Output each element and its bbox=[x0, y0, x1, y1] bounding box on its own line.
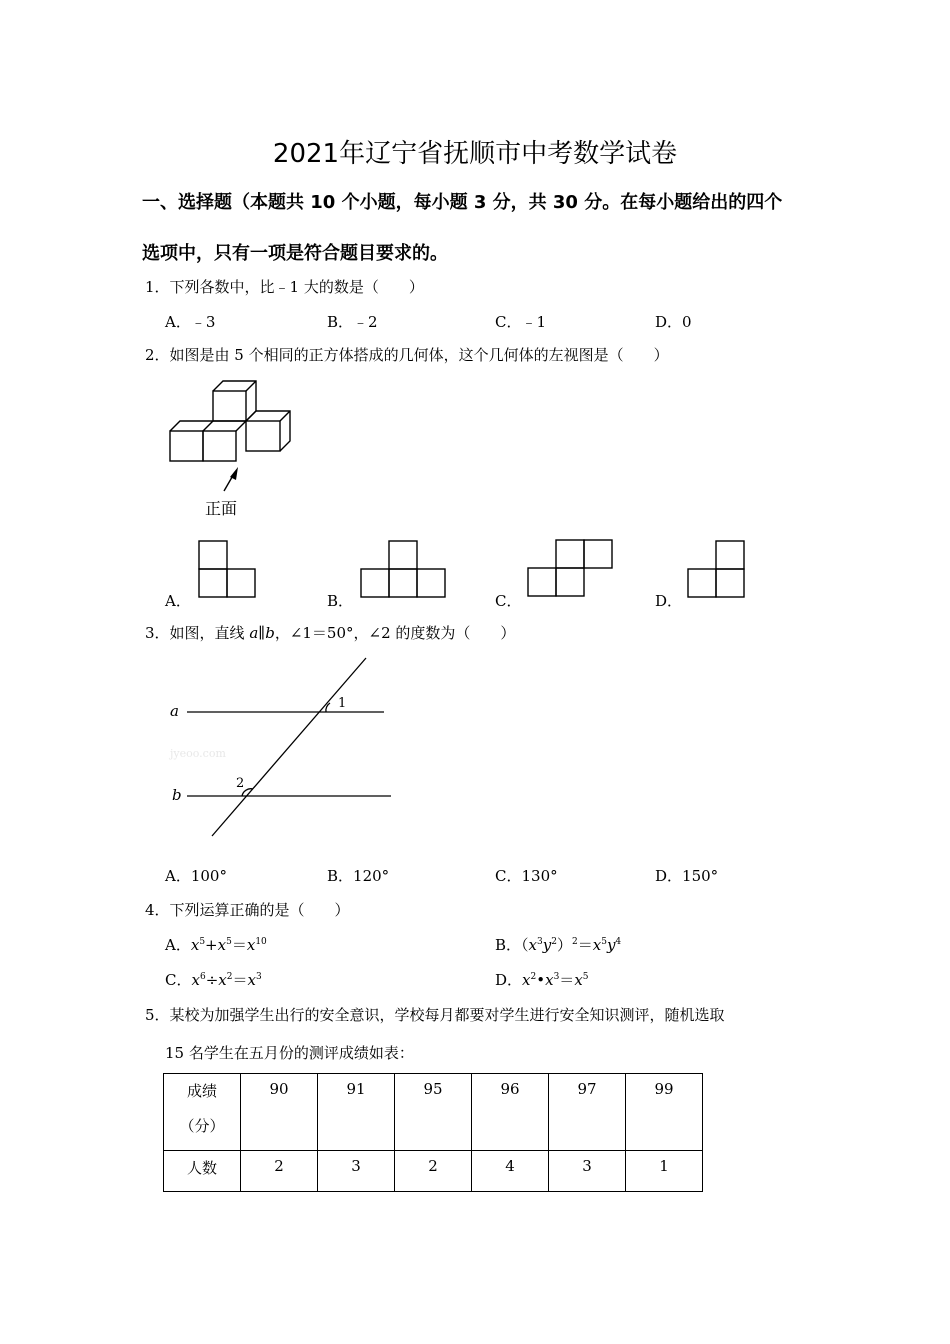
table-cell: 97 bbox=[549, 1074, 626, 1151]
table-row bbox=[164, 1074, 703, 1151]
table-cell: 99 bbox=[626, 1074, 703, 1151]
q5-stem-line2: 15 名学生在五月份的测评成绩如表： bbox=[165, 1044, 414, 1062]
score-table bbox=[163, 1073, 703, 1192]
table-cell: 3 bbox=[549, 1151, 626, 1192]
table-cell: 96 bbox=[472, 1074, 549, 1151]
q3-option-c: C．130° bbox=[495, 867, 558, 885]
q4-stem: 4．下列运算正确的是（ ） bbox=[145, 901, 350, 919]
q3-option-a: A．100° bbox=[165, 867, 227, 885]
table-cell: 2 bbox=[395, 1151, 472, 1192]
q4-option-d: D．$x^2•x^3=x^5$ bbox=[495, 971, 589, 989]
q2-option-c: C． bbox=[495, 592, 522, 610]
q1-stem: 1．下列各数中，比﹣1 大的数是（ ） bbox=[145, 278, 424, 296]
q2-option-a: A． bbox=[165, 592, 191, 610]
q3-option-d: D．150° bbox=[655, 867, 719, 885]
table-cell: 1 bbox=[626, 1151, 703, 1192]
q3-angle1-label: 1 bbox=[338, 696, 347, 711]
q3-line-a-label: a bbox=[170, 702, 179, 720]
q4-option-a: A．$x^5+x^5=x^{10}$ bbox=[165, 936, 267, 954]
page-title: 2021年辽宁省抚顺市中考数学试卷 bbox=[272, 139, 678, 169]
table-header-cell: 人数 bbox=[164, 1151, 241, 1192]
q5-stem-line1: 5．某校为加强学生出行的安全意识，学校每月都要对学生进行安全知识测评，随机选取 bbox=[145, 1006, 725, 1024]
q4-option-b: B．$(x^3y^2)^2=x^5y^4$ bbox=[495, 936, 622, 954]
q2-stem: 2．如图是由 5 个相同的正方体搭成的几何体，这个几何体的左视图是（ ） bbox=[145, 346, 669, 364]
q3-watermark: jyeoo.com bbox=[170, 747, 226, 760]
q2-front-label: 正面 bbox=[205, 499, 238, 518]
q1-option-a: A．﹣3 bbox=[165, 313, 216, 331]
q4-option-c: C．$x^6\div x^2=x^3$ bbox=[165, 971, 262, 989]
table-header-cell: 成绩 （分） bbox=[164, 1074, 241, 1151]
q2-option-b: B． bbox=[327, 592, 354, 610]
table-row bbox=[164, 1151, 703, 1192]
q3-option-b: B．120° bbox=[327, 867, 390, 885]
table-cell: 2 bbox=[241, 1151, 318, 1192]
q1-option-b: B．﹣2 bbox=[327, 313, 378, 331]
table-cell: 91 bbox=[318, 1074, 395, 1151]
q1-option-d: D．0 bbox=[655, 313, 692, 331]
table-cell: 90 bbox=[241, 1074, 318, 1151]
q3-angle2-label: 2 bbox=[236, 776, 245, 791]
section-heading-line1: 一、选择题（本题共 10 个小题，每小题 3 分，共 30 分。在每小题给出的四个 bbox=[142, 192, 783, 213]
q3-line-b-label: b bbox=[172, 786, 182, 804]
q1-option-c: C．﹣1 bbox=[495, 313, 547, 331]
section-heading-line2: 选项中，只有一项是符合题目要求的。 bbox=[142, 243, 448, 264]
q3-stem: 3．如图，直线 a∥b，∠1＝50°，∠2 的度数为（ ） bbox=[145, 624, 516, 642]
table-cell: 3 bbox=[318, 1151, 395, 1192]
table-cell: 4 bbox=[472, 1151, 549, 1192]
table-cell: 95 bbox=[395, 1074, 472, 1151]
q2-option-d: D． bbox=[655, 592, 683, 610]
